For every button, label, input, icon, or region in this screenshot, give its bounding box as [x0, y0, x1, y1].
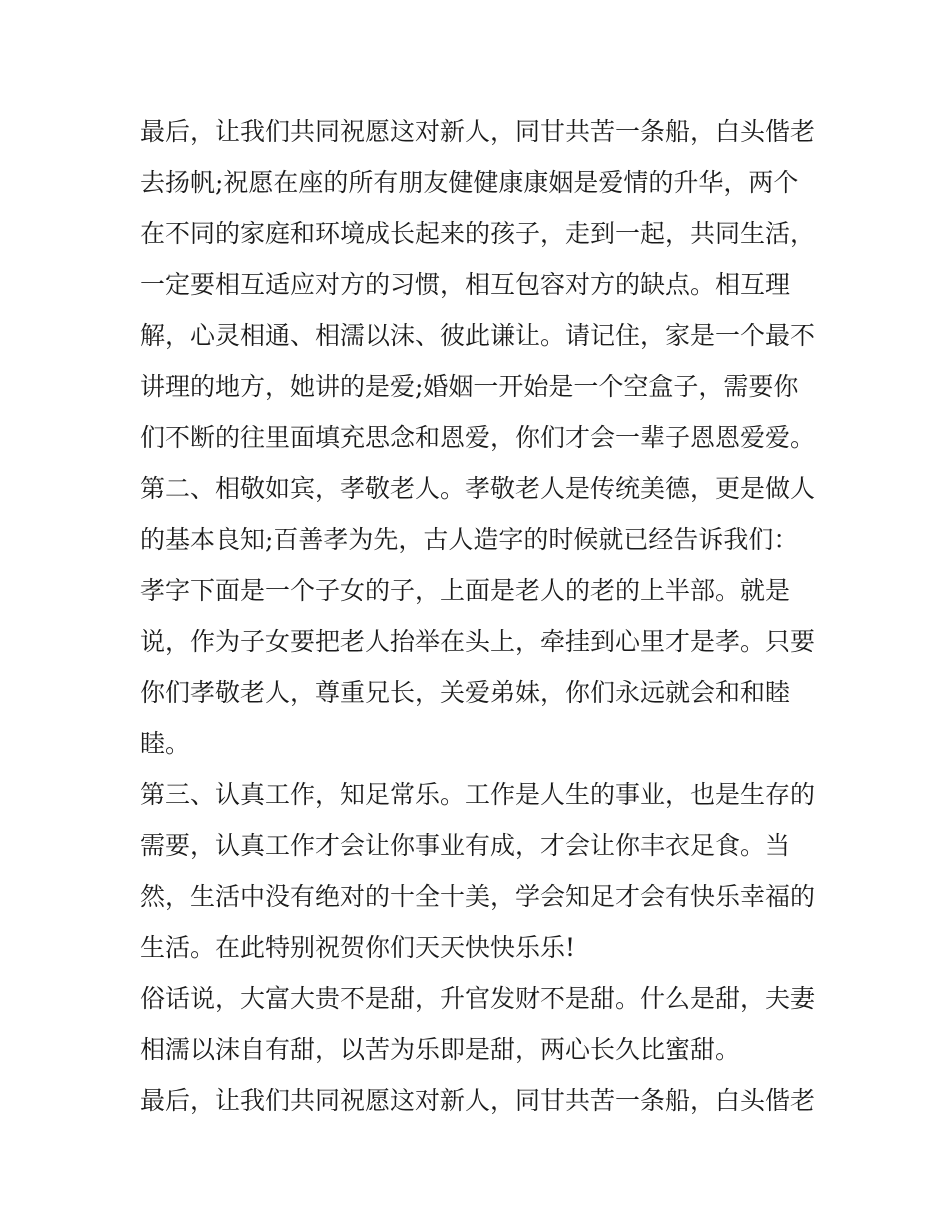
text-line: 相濡以沫自有甜，以苦为乐即是甜，两心长久比蜜甜。 [140, 1035, 741, 1064]
text-line: 在不同的家庭和环境成长起来的孩子，走到一起，共同生活， [140, 219, 816, 248]
text-line: 的基本良知;百善孝为先，古人造字的时候就已经告诉我们： [140, 525, 799, 554]
text-line: 们不断的往里面填充思念和恩爱，你们才会一辈子恩恩爱爱。 [140, 423, 816, 452]
text-line: 生活。在此特别祝贺你们天天快快乐乐! [140, 933, 576, 962]
text-line: 睦。 [140, 729, 191, 758]
text-line: 最后，让我们共同祝愿这对新人，同甘共苦一条船，白头偕老 [140, 1086, 816, 1115]
text-line: 第三、认真工作，知足常乐。工作是人生的事业，也是生存的 [140, 780, 816, 809]
document-body [140, 106, 820, 1126]
text-line: 讲理的地方，她讲的是爱;婚姻一开始是一个空盒子，需要你 [140, 372, 799, 401]
text-line: 孝字下面是一个子女的子，上面是老人的老的上半部。就是 [140, 576, 791, 605]
text-line: 说，作为子女要把老人抬举在头上，牵挂到心里才是孝。只要 [140, 627, 816, 656]
text-line: 一定要相互适应对方的习惯，相互包容对方的缺点。相互理 [140, 270, 791, 299]
text-line: 俗话说，大富大贵不是甜，升官发财不是甜。什么是甜，夫妻 [140, 984, 816, 1013]
text-line: 然，生活中没有绝对的十全十美，学会知足才会有快乐幸福的 [140, 882, 816, 911]
text-line: 解，心灵相通、相濡以沫、彼此谦让。请记住，家是一个最不 [140, 321, 816, 350]
text-line: 去扬帆;祝愿在座的所有朋友健健康康姻是爱情的升华，两个 [140, 168, 799, 197]
text-line: 第二、相敬如宾，孝敬老人。孝敬老人是传统美德，更是做人 [140, 474, 816, 503]
text-line: 最后，让我们共同祝愿这对新人，同甘共苦一条船，白头偕老 [140, 117, 816, 146]
text-line: 你们孝敬老人，尊重兄长，关爱弟妹，你们永远就会和和睦 [140, 678, 791, 707]
text-line: 需要，认真工作才会让你事业有成，才会让你丰衣足食。当 [140, 831, 791, 860]
